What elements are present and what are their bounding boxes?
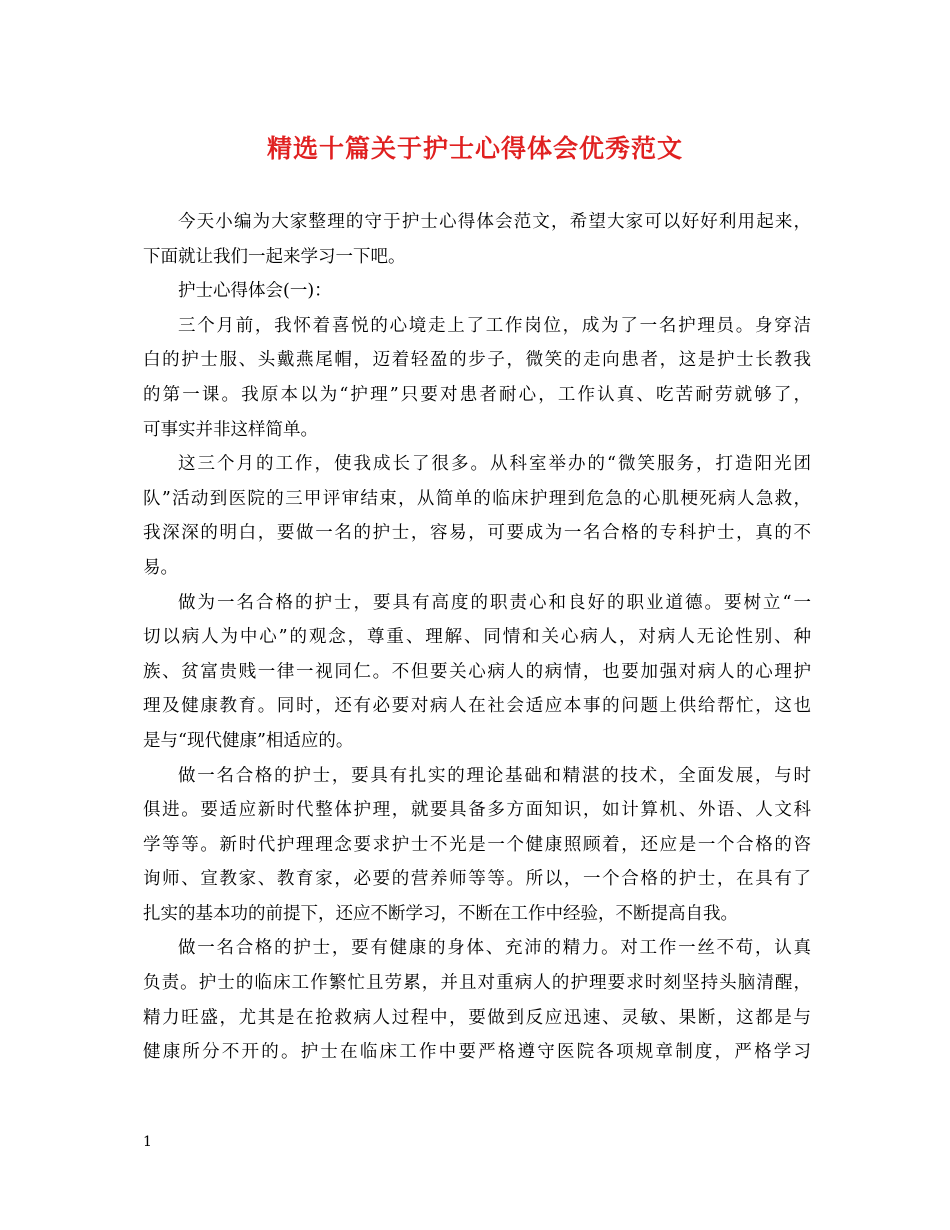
paragraph-line: 俱进。要适应新时代整体护理，就要具备多方面知识，如计算机、外语、人文科 [143, 800, 811, 821]
page-number: 1 [143, 1134, 152, 1150]
paragraph-line: 学等等。新时代护理理念要求护士不光是一个健康照顾着，还应是一个合格的咨 [143, 834, 811, 855]
paragraph-line: 精力旺盛，尤其是在抢救病人过程中，要做到反应迅速、灵敏、果断，这都是与 [143, 1007, 811, 1028]
document-body [143, 205, 811, 1070]
paragraph-line: 可事实并非这样简单。 [143, 419, 318, 440]
paragraph-line: 理及健康教育。同时，还有必要对病人在社会适应本事的问题上供给帮忙，这也 [143, 696, 811, 717]
paragraph-line: 三个月前，我怀着喜悦的心境走上了工作岗位，成为了一名护理员。身穿洁 [178, 315, 811, 336]
paragraph-line: 我深深的明白，要做一名的护士，容易，可要成为一名合格的专科护士，真的不 [143, 523, 811, 544]
paragraph-line: 是与“现代健康”相适应的。 [143, 730, 354, 751]
paragraph-line: 今天小编为大家整理的守于护士心得体会范文，希望大家可以好好利用起来， [178, 212, 811, 232]
paragraph-line: 护士心得体会(一)： [178, 281, 332, 302]
paragraph-line: 询师、宣教家、教育家，必要的营养师等等。所以，一个合格的护士，在具有了 [143, 869, 811, 890]
paragraph-line: 的第一课。我原本以为“护理”只要对患者耐心，工作认真、吃苦耐劳就够了， [143, 384, 811, 405]
paragraph-line: 做为一名合格的护士，要具有高度的职责心和良好的职业道德。要树立“一 [178, 592, 811, 613]
paragraph-line: 做一名合格的护士，要有健康的身体、充沛的精力。对工作一丝不苟，认真 [178, 938, 811, 959]
paragraph-line: 族、贫富贵贱一律一视同仁。不但要关心病人的病情，也要加强对病人的心理护 [143, 661, 811, 682]
paragraph-line: 这三个月的工作，使我成长了很多。从科室举办的“微笑服务，打造阳光团 [178, 454, 811, 475]
paragraph-line: 队”活动到医院的三甲评审结束，从简单的临床护理到危急的心肌梗死病人急救， [143, 488, 811, 509]
document-title: 精选十篇关于护士心得体会优秀范文 [266, 134, 683, 163]
paragraph-line: 负责。护士的临床工作繁忙且劳累，并且对重病人的护理要求时刻坚持头脑清醒， [143, 973, 811, 994]
paragraph-line: 白的护士服、头戴燕尾帽，迈着轻盈的步子，微笑的走向患者，这是护士长教我 [143, 350, 811, 371]
paragraph-line: 下面就让我们一起来学习一下吧。 [143, 246, 406, 267]
paragraph-line: 扎实的基本功的前提下，还应不断学习，不断在工作中经验，不断提高自我。 [143, 903, 738, 924]
paragraph-line: 易。 [143, 557, 178, 578]
paragraph-line: 切以病人为中心”的观念，尊重、理解、同情和关心病人，对病人无论性别、种 [143, 627, 811, 648]
paragraph-line: 健康所分不开的。护士在临床工作中要严格遵守医院各项规章制度，严格学习 [143, 1042, 811, 1063]
paragraph-line: 做一名合格的护士，要具有扎实的理论基础和精湛的技术，全面发展，与时 [178, 765, 811, 786]
